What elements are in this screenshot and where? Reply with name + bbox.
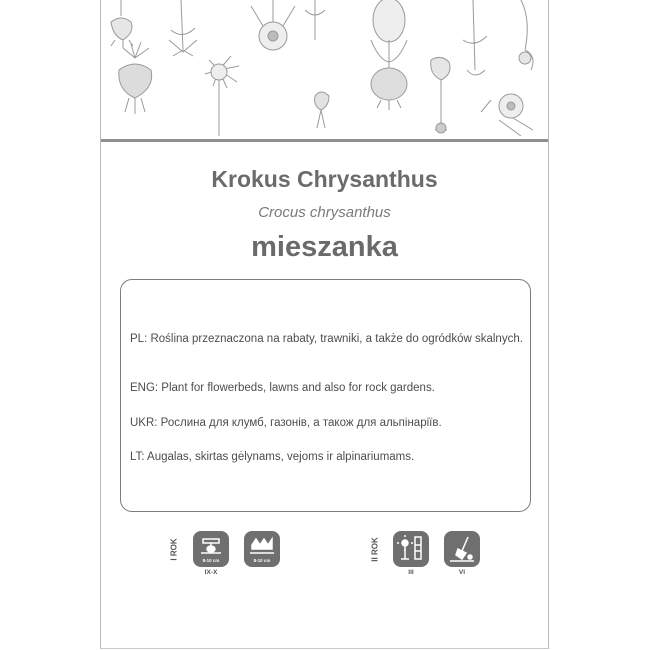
plant-spacing-icon	[244, 531, 280, 567]
description-box	[120, 279, 531, 512]
description-en: ENG: Plant for flowerbeds, lawns and also for rock gardens.	[130, 382, 435, 394]
planting-month-caption: IX-X	[204, 569, 218, 576]
common-name: Krokus Chrysanthus	[211, 166, 438, 192]
flowering-time-icon	[393, 531, 429, 567]
dig-up-bulbs-icon	[444, 531, 480, 567]
description-uk: UKR: Рослина для клумб, газонів, а також для альпінаріїв.	[130, 417, 442, 429]
planting-depth-icon	[193, 531, 229, 567]
description-pl: PL: Roślina przeznaczona na rabaty, trawniki, a także do ogródków skalnych.	[130, 333, 523, 345]
plant-label-card	[100, 0, 549, 649]
variety-name: mieszanka	[251, 231, 398, 263]
dig-up-month-caption: VI	[458, 569, 466, 576]
plant-spacing-value: 8-10 cm	[253, 558, 271, 563]
year1-label: I ROK	[169, 538, 179, 561]
flowering-month-caption: III	[408, 569, 414, 576]
description-lt: LT: Augalas, skirtas gėlynams, vejoms ir alpinariumams.	[130, 451, 415, 463]
year2-label: II ROK	[370, 537, 380, 562]
spring-bulb-flowers-illustration	[101, 0, 548, 140]
latin-name: Crocus chrysanthus	[258, 204, 391, 221]
planting-depth-value: 8-10 cm	[202, 558, 220, 563]
header-divider	[101, 139, 548, 142]
